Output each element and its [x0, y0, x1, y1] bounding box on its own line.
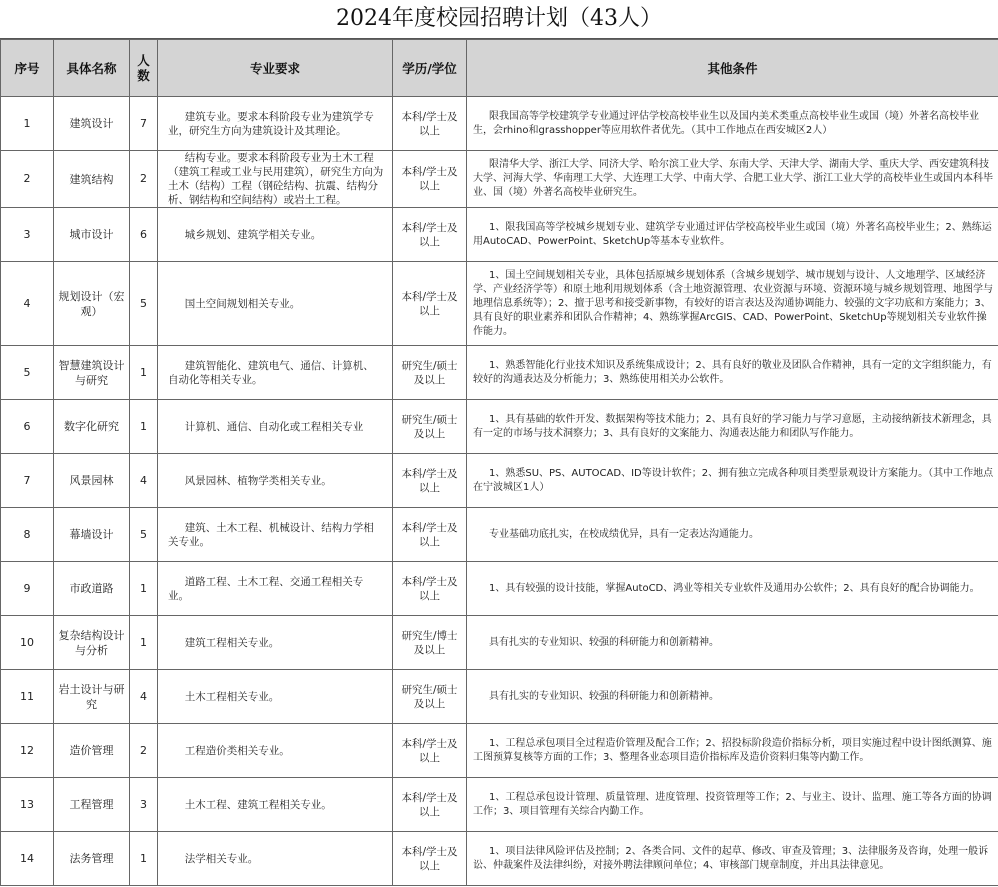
table-row	[1, 616, 998, 670]
cell-no: 7	[1, 454, 54, 508]
cell-major: 国土空间规划相关专业。	[158, 262, 393, 346]
cell-no: 6	[1, 400, 54, 454]
table-row	[1, 346, 998, 400]
cell-no: 12	[1, 724, 54, 778]
cell-name: 岩土设计与研究	[54, 670, 130, 724]
cell-count: 2	[130, 724, 158, 778]
table-row	[1, 208, 998, 262]
cell-count: 6	[130, 208, 158, 262]
cell-edu: 本科/学士及以上	[393, 832, 467, 886]
cell-no: 8	[1, 508, 54, 562]
table-header	[1, 40, 998, 97]
cell-edu: 研究生/硕士及以上	[393, 400, 467, 454]
cell-no: 4	[1, 262, 54, 346]
header-other: 其他条件	[467, 40, 998, 97]
table-row	[1, 508, 998, 562]
cell-edu: 本科/学士及以上	[393, 262, 467, 346]
cell-count: 4	[130, 454, 158, 508]
cell-count: 7	[130, 97, 158, 151]
cell-name: 城市设计	[54, 208, 130, 262]
cell-major: 法学相关专业。	[158, 832, 393, 886]
cell-name: 复杂结构设计与分析	[54, 616, 130, 670]
cell-name: 规划设计（宏观）	[54, 262, 130, 346]
cell-count: 5	[130, 262, 158, 346]
cell-edu: 本科/学士及以上	[393, 562, 467, 616]
cell-no: 13	[1, 778, 54, 832]
cell-other: 1、国土空间规划相关专业，具体包括原城乡规划体系（含城乡规划学、城市规划与设计、人文地理学、区域经济学、产业经济学等）和原土地利用规划体系（含土地资源管理、农业资源与环境、资源环境与城乡规划管理、地图学与地理信息系统等）；2、擅于思考和接受新事物，有较好的语言表达及沟通协调能力、较强的文字功底和方案能力；3、具有良好的职业素养和团队合作精神；4、熟练掌握ArcGIS、CAD、PowerPoint、SketchUp等规划相关专业软件操作能力。	[467, 262, 998, 346]
cell-edu: 研究生/硕士及以上	[393, 346, 467, 400]
cell-count: 1	[130, 832, 158, 886]
cell-other: 1、限我国高等学校城乡规划专业、建筑学专业通过评估学校高校毕业生或国（境）外著名高校毕业生；2、熟练运用AutoCAD、PowerPoint、SketchUp等基本专业软件。	[467, 208, 998, 262]
cell-major: 土木工程、建筑工程相关专业。	[158, 778, 393, 832]
cell-edu: 本科/学士及以上	[393, 778, 467, 832]
cell-other: 1、具有基础的软件开发、数据架构等技术能力；2、具有良好的学习能力与学习意愿，主动接纳新技术新理念，具有一定的市场与技术洞察力；3、具有良好的文案能力、沟通表达能力和团队写作能力。	[467, 400, 998, 454]
header-edu: 学历/学位	[393, 40, 467, 97]
cell-major: 风景园林、植物学类相关专业。	[158, 454, 393, 508]
table-row	[1, 778, 998, 832]
cell-name: 法务管理	[54, 832, 130, 886]
page-title: 2024年度校园招聘计划（43人）	[0, 0, 998, 39]
cell-edu: 研究生/硕士及以上	[393, 670, 467, 724]
cell-other: 具有扎实的专业知识、较强的科研能力和创新精神。	[467, 616, 998, 670]
cell-other: 专业基础功底扎实，在校成绩优异，具有一定表达沟通能力。	[467, 508, 998, 562]
table-row	[1, 400, 998, 454]
cell-name: 工程管理	[54, 778, 130, 832]
cell-name: 造价管理	[54, 724, 130, 778]
header-count: 人数	[130, 40, 158, 97]
cell-other: 具有扎实的专业知识、较强的科研能力和创新精神。	[467, 670, 998, 724]
table-row	[1, 454, 998, 508]
cell-no: 9	[1, 562, 54, 616]
cell-count: 4	[130, 670, 158, 724]
header-major: 专业要求	[158, 40, 393, 97]
cell-name: 风景园林	[54, 454, 130, 508]
cell-count: 1	[130, 562, 158, 616]
cell-major: 建筑、土木工程、机械设计、结构力学相关专业。	[158, 508, 393, 562]
cell-no: 11	[1, 670, 54, 724]
cell-name: 幕墙设计	[54, 508, 130, 562]
cell-edu: 本科/学士及以上	[393, 508, 467, 562]
cell-count: 1	[130, 346, 158, 400]
table-row	[1, 262, 998, 346]
cell-name: 智慧建筑设计与研究	[54, 346, 130, 400]
table-body	[1, 97, 998, 886]
cell-other: 限清华大学、浙江大学、同济大学、哈尔滨工业大学、东南大学、天津大学、湖南大学、重庆大学、西安建筑科技大学、河海大学、华南理工大学、大连理工大学、中南大学、合肥工业大学、浙江工业大学的高校毕业生或国内本科毕业、国（境）外著名高校毕业研究生。	[467, 151, 998, 208]
table-row	[1, 670, 998, 724]
cell-other: 1、工程总承包项目全过程造价管理及配合工作；2、招投标阶段造价指标分析，项目实施过程中设计图纸测算、施工图预算复核等方面的工作；3、整理各业态项目造价指标库及造价资料归集等内勤工作。	[467, 724, 998, 778]
cell-no: 5	[1, 346, 54, 400]
table-row	[1, 832, 998, 886]
header-name: 具体名称	[54, 40, 130, 97]
table-row	[1, 151, 998, 208]
cell-other: 限我国高等学校建筑学专业通过评估学校高校毕业生以及国内美术类重点高校毕业生或国（境）外著名高校毕业生，会rhino和grasshopper等应用软件者优先。（其中工作地点在西安城区2人）	[467, 97, 998, 151]
cell-edu: 本科/学士及以上	[393, 454, 467, 508]
cell-major: 计算机、通信、自动化或工程相关专业	[158, 400, 393, 454]
cell-no: 14	[1, 832, 54, 886]
cell-major: 建筑工程相关专业。	[158, 616, 393, 670]
cell-major: 土木工程相关专业。	[158, 670, 393, 724]
cell-count: 1	[130, 616, 158, 670]
cell-major: 道路工程、土木工程、交通工程相关专业。	[158, 562, 393, 616]
cell-edu: 本科/学士及以上	[393, 97, 467, 151]
cell-count: 1	[130, 400, 158, 454]
cell-name: 数字化研究	[54, 400, 130, 454]
table-row	[1, 562, 998, 616]
header-no: 序号	[1, 40, 54, 97]
table-row	[1, 97, 998, 151]
cell-edu: 本科/学士及以上	[393, 208, 467, 262]
cell-no: 10	[1, 616, 54, 670]
cell-edu: 研究生/博士及以上	[393, 616, 467, 670]
cell-edu: 本科/学士及以上	[393, 724, 467, 778]
cell-other: 1、工程总承包设计管理、质量管理、进度管理、投资管理等工作；2、与业主、设计、监理、施工等各方面的协调工作；3、项目管理有关综合内勤工作。	[467, 778, 998, 832]
cell-other: 1、熟悉SU、PS、AUTOCAD、ID等设计软件；2、拥有独立完成各种项目类型景观设计方案能力。（其中工作地点在宁波城区1人）	[467, 454, 998, 508]
recruitment-table	[0, 39, 998, 886]
cell-edu: 本科/学士及以上	[393, 151, 467, 208]
cell-no: 2	[1, 151, 54, 208]
cell-name: 市政道路	[54, 562, 130, 616]
cell-major: 建筑专业。要求本科阶段专业为建筑学专业，研究生方向为建筑设计及其理论。	[158, 97, 393, 151]
cell-major: 工程造价类相关专业。	[158, 724, 393, 778]
cell-other: 1、具有较强的设计技能，掌握AutoCD、鸿业等相关专业软件及通用办公软件；2、具有良好的配合协调能力。	[467, 562, 998, 616]
cell-count: 2	[130, 151, 158, 208]
table-row	[1, 724, 998, 778]
cell-major: 结构专业。要求本科阶段专业为土木工程（建筑工程或工业与民用建筑），研究生方向为土木（结构）工程（钢砼结构、抗震、结构分析、钢结构和空间结构）或岩土工程。	[158, 151, 393, 208]
cell-no: 1	[1, 97, 54, 151]
cell-major: 建筑智能化、建筑电气、通信、计算机、自动化等相关专业。	[158, 346, 393, 400]
cell-name: 建筑结构	[54, 151, 130, 208]
cell-count: 5	[130, 508, 158, 562]
cell-count: 3	[130, 778, 158, 832]
cell-other: 1、熟悉智能化行业技术知识及系统集成设计；2、具有良好的敬业及团队合作精神，具有一定的文字组织能力，有较好的沟通表达及分析能力；3、熟练使用相关办公软件。	[467, 346, 998, 400]
cell-major: 城乡规划、建筑学相关专业。	[158, 208, 393, 262]
cell-no: 3	[1, 208, 54, 262]
cell-name: 建筑设计	[54, 97, 130, 151]
cell-other: 1、项目法律风险评估及控制；2、各类合同、文件的起草、修改、审查及管理；3、法律服务及咨询，处理一般诉讼、仲裁案件及法律纠纷，对接外聘法律顾问单位；4、审核部门规章制度，并出具法律意见。	[467, 832, 998, 886]
